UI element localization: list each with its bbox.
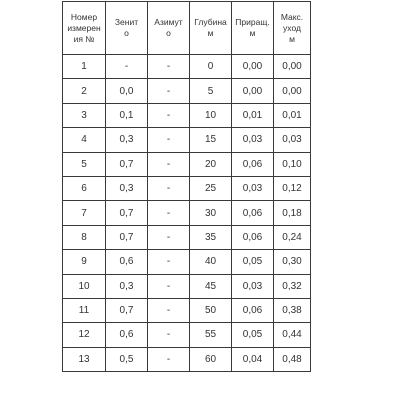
cell-azimuth: -	[148, 79, 190, 103]
table-row	[63, 298, 311, 322]
table-row	[63, 176, 311, 200]
cell-zenith: 0,7	[106, 298, 148, 322]
cell-azimuth: -	[148, 128, 190, 152]
table-row	[63, 128, 311, 152]
cell-zenith: 0,1	[106, 103, 148, 127]
cell-measurement-number: 2	[63, 79, 106, 103]
header-line: измерен	[67, 22, 101, 33]
cell-measurement-number: 10	[63, 274, 106, 298]
header-line: Глубина	[194, 17, 227, 27]
cell-measurement-number: 13	[63, 347, 106, 371]
cell-depth: 25	[190, 176, 232, 200]
cell-azimuth: -	[148, 176, 190, 200]
cell-increment: 0,03	[232, 176, 274, 200]
table-row	[63, 55, 311, 79]
cell-increment: 0,06	[232, 152, 274, 176]
table-row	[63, 152, 311, 176]
cell-zenith: 0,6	[106, 323, 148, 347]
header-row	[63, 2, 311, 55]
cell-azimuth: -	[148, 55, 190, 79]
cell-azimuth: -	[148, 347, 190, 371]
header-line: м	[207, 28, 214, 38]
cell-zenith: 0,7	[106, 152, 148, 176]
cell-depth: 60	[190, 347, 232, 371]
header-line: м	[289, 33, 295, 44]
cell-measurement-number: 3	[63, 103, 106, 127]
cell-measurement-number: 9	[63, 250, 106, 274]
cell-measurement-number: 5	[63, 152, 106, 176]
cell-depth: 45	[190, 274, 232, 298]
header-measurement-number	[63, 2, 106, 55]
cell-increment: 0,06	[232, 225, 274, 249]
cell-azimuth: -	[148, 103, 190, 127]
header-line: Приращ.	[235, 17, 270, 27]
cell-max-deviation: 0,01	[274, 103, 311, 127]
cell-increment: 0,06	[232, 298, 274, 322]
cell-depth: 30	[190, 201, 232, 225]
cell-increment: 0,00	[232, 55, 274, 79]
header-line: ия №	[73, 33, 95, 44]
header-zenith	[106, 2, 148, 55]
cell-depth: 55	[190, 323, 232, 347]
cell-zenith: 0,0	[106, 79, 148, 103]
cell-max-deviation: 0,44	[274, 323, 311, 347]
table-row	[63, 103, 311, 127]
header-line: о	[166, 28, 171, 38]
cell-measurement-number: 8	[63, 225, 106, 249]
header-line: м	[249, 28, 256, 38]
cell-max-deviation: 0,32	[274, 274, 311, 298]
cell-depth: 35	[190, 225, 232, 249]
cell-increment: 0,03	[232, 128, 274, 152]
table-body	[63, 55, 311, 372]
cell-max-deviation: 0,03	[274, 128, 311, 152]
cell-max-deviation: 0,00	[274, 79, 311, 103]
measurement-table	[62, 1, 311, 372]
cell-max-deviation: 0,00	[274, 55, 311, 79]
header-line: уход	[283, 22, 301, 33]
cell-depth: 10	[190, 103, 232, 127]
cell-increment: 0,04	[232, 347, 274, 371]
header-depth	[190, 2, 232, 55]
cell-max-deviation: 0,18	[274, 201, 311, 225]
header-azimuth	[148, 2, 190, 55]
cell-azimuth: -	[148, 323, 190, 347]
table-row	[63, 323, 311, 347]
header-increment	[232, 2, 274, 55]
cell-measurement-number: 12	[63, 323, 106, 347]
cell-increment: 0,05	[232, 323, 274, 347]
header-line: Зенит	[114, 17, 139, 27]
cell-depth: 50	[190, 298, 232, 322]
cell-zenith: 0,7	[106, 225, 148, 249]
cell-max-deviation: 0,38	[274, 298, 311, 322]
cell-increment: 0,03	[232, 274, 274, 298]
cell-increment: 0,00	[232, 79, 274, 103]
cell-max-deviation: 0,24	[274, 225, 311, 249]
cell-measurement-number: 11	[63, 298, 106, 322]
cell-zenith: 0,3	[106, 128, 148, 152]
cell-depth: 40	[190, 250, 232, 274]
cell-depth: 0	[190, 55, 232, 79]
cell-depth: 15	[190, 128, 232, 152]
cell-depth: 5	[190, 79, 232, 103]
cell-zenith: 0,6	[106, 250, 148, 274]
cell-max-deviation: 0,48	[274, 347, 311, 371]
cell-zenith: 0,5	[106, 347, 148, 371]
cell-azimuth: -	[148, 225, 190, 249]
header-line: о	[124, 28, 129, 38]
cell-increment: 0,06	[232, 201, 274, 225]
table-row	[63, 79, 311, 103]
cell-zenith: 0,3	[106, 176, 148, 200]
cell-zenith: -	[106, 55, 148, 79]
header-max-deviation	[274, 2, 311, 55]
cell-increment: 0,05	[232, 250, 274, 274]
cell-azimuth: -	[148, 152, 190, 176]
table-row	[63, 250, 311, 274]
cell-max-deviation: 0,30	[274, 250, 311, 274]
cell-max-deviation: 0,12	[274, 176, 311, 200]
cell-azimuth: -	[148, 274, 190, 298]
cell-azimuth: -	[148, 201, 190, 225]
cell-zenith: 0,7	[106, 201, 148, 225]
cell-zenith: 0,3	[106, 274, 148, 298]
table-row	[63, 347, 311, 371]
table-row	[63, 225, 311, 249]
header-line: Азимут	[154, 17, 183, 27]
cell-measurement-number: 4	[63, 128, 106, 152]
header-line: Номер	[70, 11, 98, 22]
cell-increment: 0,01	[232, 103, 274, 127]
header-line: Макс.	[280, 11, 304, 22]
cell-depth: 20	[190, 152, 232, 176]
table-row	[63, 274, 311, 298]
cell-measurement-number: 1	[63, 55, 106, 79]
cell-max-deviation: 0,10	[274, 152, 311, 176]
cell-measurement-number: 6	[63, 176, 106, 200]
table-header	[63, 2, 311, 55]
table-row	[63, 201, 311, 225]
cell-measurement-number: 7	[63, 201, 106, 225]
cell-azimuth: -	[148, 250, 190, 274]
cell-azimuth: -	[148, 298, 190, 322]
